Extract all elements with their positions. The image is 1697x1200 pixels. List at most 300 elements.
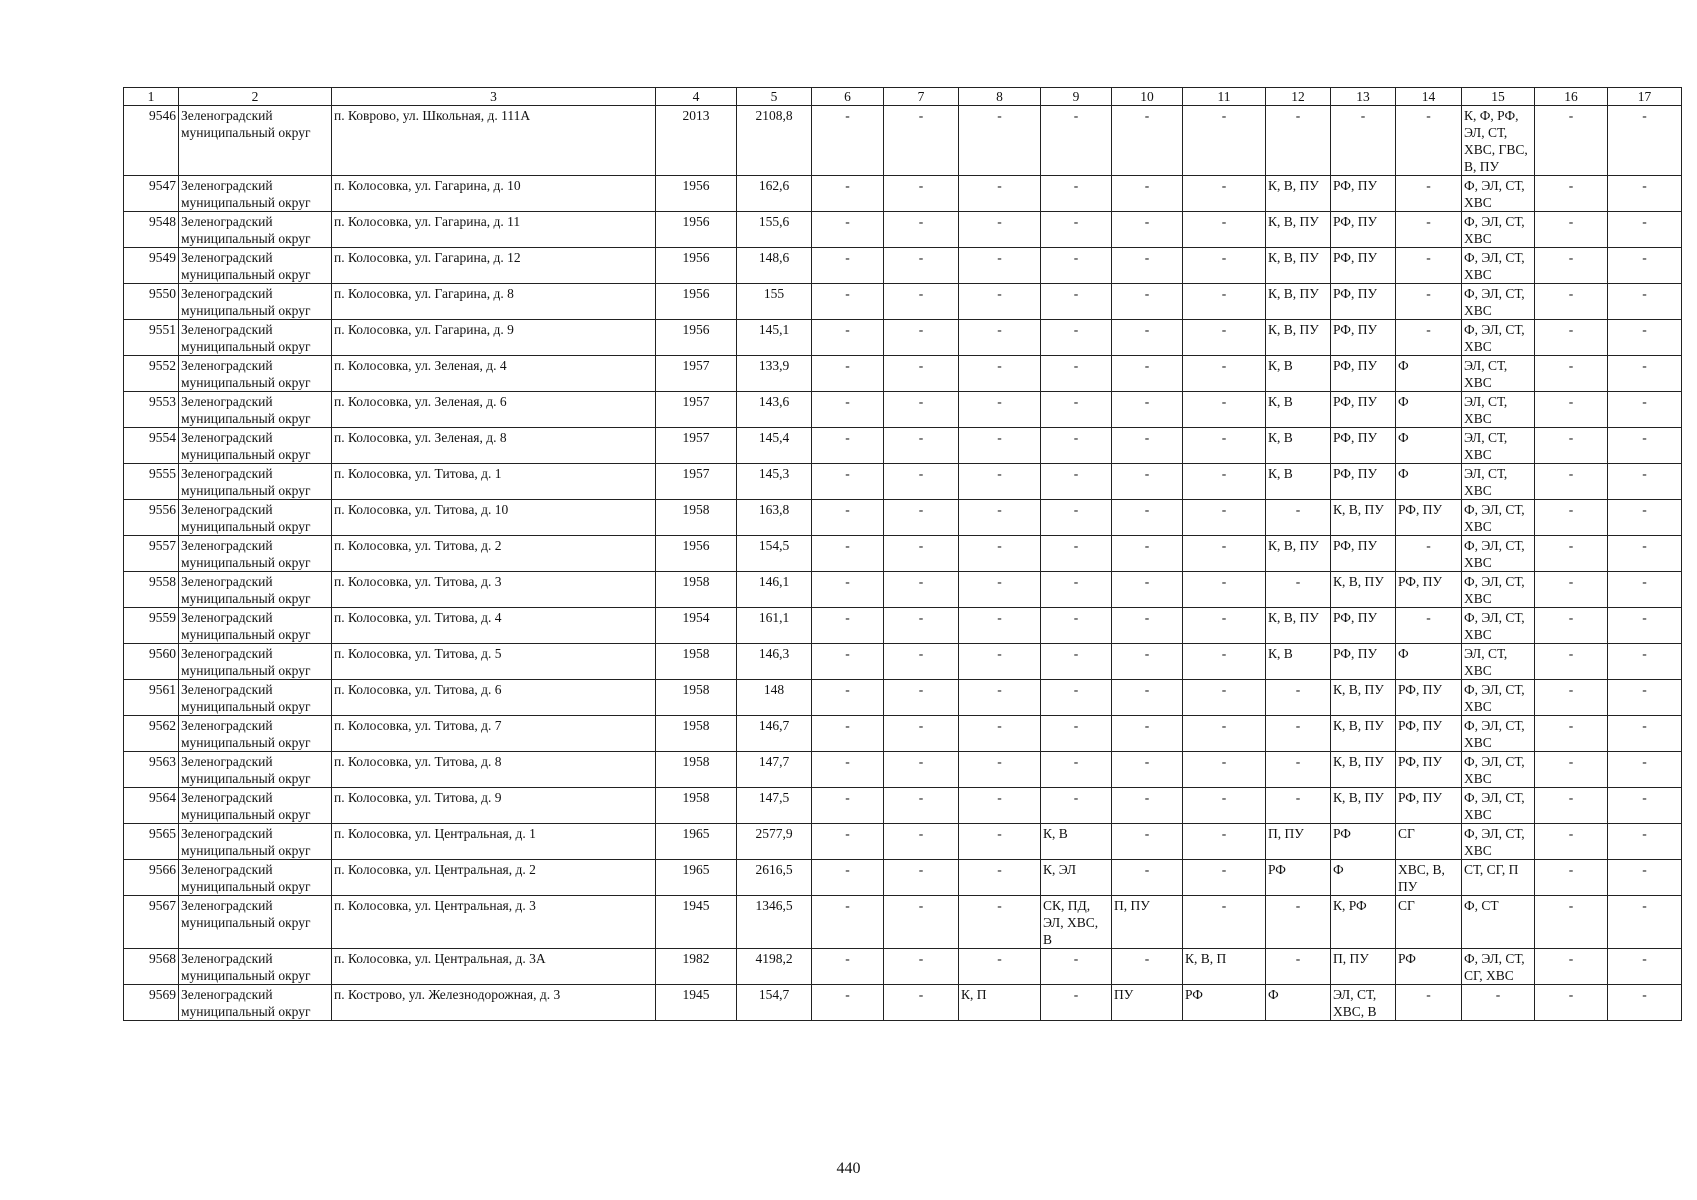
table-cell: 145,4 — [737, 428, 812, 464]
table-cell: - — [1535, 752, 1608, 788]
table-cell: - — [1041, 284, 1112, 320]
table-cell: - — [959, 320, 1041, 356]
table-cell: - — [1041, 985, 1112, 1021]
table-cell: Зеленоградский муниципальный округ — [179, 752, 332, 788]
table-row — [124, 212, 1682, 248]
table-cell: 133,9 — [737, 356, 812, 392]
table-row — [124, 176, 1682, 212]
table-cell: П, ПУ — [1266, 824, 1331, 860]
table-row — [124, 644, 1682, 680]
table-cell: РФ, ПУ — [1331, 428, 1396, 464]
table-cell: п. Колосовка, ул. Титова, д. 9 — [332, 788, 656, 824]
table-cell: Ф — [1396, 392, 1462, 428]
table-cell: 9550 — [124, 284, 179, 320]
table-row — [124, 985, 1682, 1021]
table-cell: РФ, ПУ — [1331, 176, 1396, 212]
table-cell: 162,6 — [737, 176, 812, 212]
table-cell: - — [884, 896, 959, 949]
table-cell: - — [1183, 860, 1266, 896]
table-cell: Зеленоградский муниципальный округ — [179, 248, 332, 284]
table-cell: РФ, ПУ — [1331, 284, 1396, 320]
table-row — [124, 320, 1682, 356]
table-cell: - — [884, 985, 959, 1021]
table-cell: - — [812, 320, 884, 356]
table-cell: 9568 — [124, 949, 179, 985]
table-cell: - — [1041, 752, 1112, 788]
table-cell: - — [1183, 680, 1266, 716]
table-cell: - — [1112, 536, 1183, 572]
table-cell: - — [812, 896, 884, 949]
table-cell: К, В, ПУ — [1331, 752, 1396, 788]
table-cell: - — [959, 752, 1041, 788]
table-cell: К, В, ПУ — [1266, 248, 1331, 284]
table-cell: СГ — [1396, 824, 1462, 860]
table-cell: Зеленоградский муниципальный округ — [179, 860, 332, 896]
table-cell: - — [1183, 176, 1266, 212]
table-row — [124, 392, 1682, 428]
table-cell: - — [959, 572, 1041, 608]
table-cell: - — [1535, 824, 1608, 860]
table-cell: РФ, ПУ — [1331, 464, 1396, 500]
table-cell: 9559 — [124, 608, 179, 644]
table-cell: - — [1041, 788, 1112, 824]
table-cell: СК, ПД, ЭЛ, ХВС, В — [1041, 896, 1112, 949]
table-cell: 1958 — [656, 644, 737, 680]
table-cell: п. Колосовка, ул. Титова, д. 10 — [332, 500, 656, 536]
table-cell: - — [884, 860, 959, 896]
table-cell: 1956 — [656, 248, 737, 284]
table-cell: Зеленоградский муниципальный округ — [179, 392, 332, 428]
table-cell: Зеленоградский муниципальный округ — [179, 536, 332, 572]
table-cell: - — [1535, 716, 1608, 752]
table-row — [124, 572, 1682, 608]
table-cell: Зеленоградский муниципальный округ — [179, 356, 332, 392]
table-cell: - — [1535, 176, 1608, 212]
table-cell: РФ, ПУ — [1396, 752, 1462, 788]
table-cell: - — [884, 716, 959, 752]
table-cell: - — [1183, 356, 1266, 392]
table-cell: 1957 — [656, 464, 737, 500]
table-row — [124, 536, 1682, 572]
table-cell: - — [1608, 392, 1682, 428]
table-cell: - — [1396, 608, 1462, 644]
table-cell: - — [1608, 788, 1682, 824]
column-header: 13 — [1331, 88, 1396, 106]
table-cell: - — [1608, 716, 1682, 752]
table-cell: 2013 — [656, 106, 737, 176]
table-cell: - — [1112, 464, 1183, 500]
table-cell: - — [1112, 212, 1183, 248]
table-cell: п. Колосовка, ул. Зеленая, д. 8 — [332, 428, 656, 464]
table-cell: К, В, ПУ — [1266, 212, 1331, 248]
table-cell: 1956 — [656, 212, 737, 248]
table-cell: - — [884, 572, 959, 608]
table-cell: РФ, ПУ — [1331, 320, 1396, 356]
table-cell: 9569 — [124, 985, 179, 1021]
table-cell: 9557 — [124, 536, 179, 572]
table-cell: П, ПУ — [1112, 896, 1183, 949]
table-cell: - — [1535, 500, 1608, 536]
table-cell: - — [812, 176, 884, 212]
table-cell: - — [812, 680, 884, 716]
table-cell: - — [1608, 536, 1682, 572]
table-cell: Зеленоградский муниципальный округ — [179, 608, 332, 644]
table-row — [124, 788, 1682, 824]
table-cell: Зеленоградский муниципальный округ — [179, 644, 332, 680]
table-cell: - — [884, 949, 959, 985]
table-cell: 9561 — [124, 680, 179, 716]
table-cell: п. Колосовка, ул. Зеленая, д. 4 — [332, 356, 656, 392]
table-cell: Зеленоградский муниципальный округ — [179, 716, 332, 752]
table-cell: 1945 — [656, 985, 737, 1021]
table-cell: п. Колосовка, ул. Гагарина, д. 11 — [332, 212, 656, 248]
table-cell: 9553 — [124, 392, 179, 428]
table-cell: - — [884, 464, 959, 500]
table-cell: 9567 — [124, 896, 179, 949]
table-cell: - — [812, 644, 884, 680]
table-cell: - — [812, 536, 884, 572]
table-cell: 146,1 — [737, 572, 812, 608]
column-header: 12 — [1266, 88, 1331, 106]
table-cell: - — [1112, 644, 1183, 680]
table-cell: - — [1112, 248, 1183, 284]
table-cell: - — [1535, 608, 1608, 644]
table-cell: - — [959, 284, 1041, 320]
table-cell: - — [1041, 536, 1112, 572]
table-cell: ХВС, В, ПУ — [1396, 860, 1462, 896]
table-cell: - — [1041, 176, 1112, 212]
table-cell: п. Колосовка, ул. Титова, д. 4 — [332, 608, 656, 644]
table-cell: Зеленоградский муниципальный округ — [179, 896, 332, 949]
table-cell: Ф, ЭЛ, СТ, ХВС — [1462, 572, 1535, 608]
table-cell: К, РФ — [1331, 896, 1396, 949]
table-cell: 1956 — [656, 536, 737, 572]
table-cell: Зеленоградский муниципальный округ — [179, 284, 332, 320]
table-cell: 145,1 — [737, 320, 812, 356]
table-cell: 146,7 — [737, 716, 812, 752]
table-row — [124, 608, 1682, 644]
table-cell: - — [1112, 320, 1183, 356]
table-cell: - — [1535, 949, 1608, 985]
table-cell: - — [1535, 860, 1608, 896]
table-cell: - — [884, 248, 959, 284]
table-cell: - — [1396, 176, 1462, 212]
table-cell: - — [959, 680, 1041, 716]
table-cell: - — [1183, 896, 1266, 949]
table-cell: 1958 — [656, 500, 737, 536]
table-cell: - — [959, 176, 1041, 212]
table-cell: К, В, ПУ — [1266, 536, 1331, 572]
table-cell: Ф — [1396, 356, 1462, 392]
table-cell: п. Колосовка, ул. Гагарина, д. 12 — [332, 248, 656, 284]
table-cell: 1958 — [656, 716, 737, 752]
table-row — [124, 896, 1682, 949]
table-row — [124, 464, 1682, 500]
table-cell: К, Ф, РФ, ЭЛ, СТ, ХВС, ГВС, В, ПУ — [1462, 106, 1535, 176]
table-cell: К, В, ПУ — [1266, 176, 1331, 212]
table-cell: - — [812, 608, 884, 644]
table-cell: Зеленоградский муниципальный округ — [179, 106, 332, 176]
table-cell: - — [1112, 392, 1183, 428]
table-cell: ЭЛ, СТ, ХВС — [1462, 392, 1535, 428]
table-row — [124, 428, 1682, 464]
table-cell: РФ, ПУ — [1331, 212, 1396, 248]
table-cell: РФ, ПУ — [1331, 608, 1396, 644]
table-row — [124, 949, 1682, 985]
table-cell: - — [1183, 644, 1266, 680]
table-cell: Ф — [1396, 644, 1462, 680]
column-header: 10 — [1112, 88, 1183, 106]
table-cell: К, В, ПУ — [1331, 788, 1396, 824]
table-cell: - — [1535, 572, 1608, 608]
table-cell: - — [1183, 428, 1266, 464]
table-cell: РФ, ПУ — [1331, 536, 1396, 572]
table-cell: СГ — [1396, 896, 1462, 949]
table-cell: - — [812, 212, 884, 248]
table-cell: 1958 — [656, 752, 737, 788]
table-cell: 146,3 — [737, 644, 812, 680]
table-cell: п. Колосовка, ул. Титова, д. 1 — [332, 464, 656, 500]
table-cell: - — [884, 284, 959, 320]
table-cell: РФ, ПУ — [1396, 572, 1462, 608]
housing-register-table — [123, 87, 1682, 1021]
table-cell: - — [1183, 824, 1266, 860]
table-cell: - — [1608, 464, 1682, 500]
table-cell: 148 — [737, 680, 812, 716]
table-cell: 1982 — [656, 949, 737, 985]
table-cell: - — [1608, 284, 1682, 320]
table-cell: - — [959, 392, 1041, 428]
table-cell: 1956 — [656, 284, 737, 320]
table-cell: Зеленоградский муниципальный округ — [179, 500, 332, 536]
table-cell: - — [959, 824, 1041, 860]
column-header: 5 — [737, 88, 812, 106]
table-cell: - — [1183, 500, 1266, 536]
table-cell: - — [1535, 428, 1608, 464]
table-cell: РФ — [1183, 985, 1266, 1021]
table-cell: - — [1608, 212, 1682, 248]
table-cell: Ф, ЭЛ, СТ, ХВС — [1462, 320, 1535, 356]
table-cell: ЭЛ, СТ, ХВС, В — [1331, 985, 1396, 1021]
table-cell: - — [1112, 608, 1183, 644]
table-cell: 1958 — [656, 572, 737, 608]
table-cell: - — [1608, 176, 1682, 212]
table-cell: 1957 — [656, 392, 737, 428]
table-cell: 9562 — [124, 716, 179, 752]
table-cell: - — [1608, 500, 1682, 536]
table-cell: - — [1608, 106, 1682, 176]
table-cell: 9551 — [124, 320, 179, 356]
table-cell: К, ЭЛ — [1041, 860, 1112, 896]
table-cell: - — [884, 320, 959, 356]
table-cell: - — [1183, 284, 1266, 320]
table-cell: РФ, ПУ — [1331, 644, 1396, 680]
table-cell: РФ, ПУ — [1331, 392, 1396, 428]
table-cell: - — [1041, 392, 1112, 428]
table-cell: Ф, ЭЛ, СТ, ХВС — [1462, 608, 1535, 644]
table-cell: - — [1041, 320, 1112, 356]
table-cell: РФ, ПУ — [1396, 788, 1462, 824]
table-cell: - — [1266, 680, 1331, 716]
table-cell: Ф, ЭЛ, СТ, ХВС — [1462, 824, 1535, 860]
table-cell: - — [1041, 680, 1112, 716]
table-row — [124, 752, 1682, 788]
table-cell: - — [812, 500, 884, 536]
table-cell: - — [959, 896, 1041, 949]
table-cell: - — [1183, 464, 1266, 500]
table-cell: - — [812, 356, 884, 392]
table-cell: - — [1041, 949, 1112, 985]
table-cell: - — [1535, 392, 1608, 428]
table-cell: - — [1266, 572, 1331, 608]
table-row — [124, 356, 1682, 392]
table-cell: 4198,2 — [737, 949, 812, 985]
table-cell: 143,6 — [737, 392, 812, 428]
table-cell: Ф, СТ — [1462, 896, 1535, 949]
table-cell: - — [1112, 824, 1183, 860]
table-cell: - — [1608, 680, 1682, 716]
column-header: 2 — [179, 88, 332, 106]
table-cell: - — [1535, 536, 1608, 572]
table-cell: - — [1041, 356, 1112, 392]
table-cell: К, В, ПУ — [1266, 284, 1331, 320]
table-cell: 147,7 — [737, 752, 812, 788]
table-row — [124, 680, 1682, 716]
table-cell: - — [1608, 428, 1682, 464]
table-cell: - — [1041, 212, 1112, 248]
table-cell: - — [959, 356, 1041, 392]
table-cell: 161,1 — [737, 608, 812, 644]
table-cell: ЭЛ, СТ, ХВС — [1462, 464, 1535, 500]
table-cell: - — [1396, 536, 1462, 572]
table-cell: Ф, ЭЛ, СТ, ХВС — [1462, 212, 1535, 248]
table-cell: - — [884, 356, 959, 392]
table-cell: - — [1183, 248, 1266, 284]
table-cell: - — [959, 212, 1041, 248]
table-cell: - — [1266, 788, 1331, 824]
table-cell: - — [1266, 896, 1331, 949]
table-cell: К, В, ПУ — [1331, 716, 1396, 752]
table-cell: п. Колосовка, ул. Зеленая, д. 6 — [332, 392, 656, 428]
table-cell: 1958 — [656, 680, 737, 716]
table-cell: - — [1112, 176, 1183, 212]
table-cell: - — [1266, 752, 1331, 788]
table-cell: К, В — [1266, 392, 1331, 428]
table-cell: - — [1112, 356, 1183, 392]
table-cell: - — [1112, 680, 1183, 716]
table-cell: - — [1535, 106, 1608, 176]
table-cell: РФ, ПУ — [1396, 680, 1462, 716]
table-cell: РФ, ПУ — [1396, 716, 1462, 752]
table-cell: Ф, ЭЛ, СТ, ХВС — [1462, 680, 1535, 716]
table-cell: - — [1535, 985, 1608, 1021]
table-cell: - — [1608, 608, 1682, 644]
table-cell: - — [884, 680, 959, 716]
column-header: 7 — [884, 88, 959, 106]
table-cell: - — [1112, 106, 1183, 176]
table-cell: - — [812, 572, 884, 608]
table-cell: 2108,8 — [737, 106, 812, 176]
table-cell: - — [812, 392, 884, 428]
table-cell: 9565 — [124, 824, 179, 860]
table-cell: К, В, ПУ — [1266, 320, 1331, 356]
table-cell: п. Колосовка, ул. Центральная, д. 3 — [332, 896, 656, 949]
table-cell: 1958 — [656, 788, 737, 824]
table-cell: ЭЛ, СТ, ХВС — [1462, 356, 1535, 392]
table-cell: - — [959, 788, 1041, 824]
table-cell: - — [1041, 608, 1112, 644]
column-header: 16 — [1535, 88, 1608, 106]
table-cell: - — [1535, 680, 1608, 716]
table-cell: - — [1396, 320, 1462, 356]
table-cell: 9556 — [124, 500, 179, 536]
table-cell: ЭЛ, СТ, ХВС — [1462, 428, 1535, 464]
table-cell: - — [1183, 106, 1266, 176]
column-header: 9 — [1041, 88, 1112, 106]
column-header: 14 — [1396, 88, 1462, 106]
table-cell: - — [959, 428, 1041, 464]
table-cell: Ф, ЭЛ, СТ, ХВС — [1462, 500, 1535, 536]
table-cell: 1956 — [656, 176, 737, 212]
table-cell: 1957 — [656, 356, 737, 392]
table-cell: СТ, СГ, П — [1462, 860, 1535, 896]
table-cell: - — [1535, 356, 1608, 392]
table-cell: - — [1608, 356, 1682, 392]
table-cell: - — [1396, 212, 1462, 248]
table-cell: - — [1183, 788, 1266, 824]
table-cell: К, В — [1266, 644, 1331, 680]
table-cell: - — [1041, 572, 1112, 608]
table-cell: - — [1183, 536, 1266, 572]
table-cell: - — [812, 428, 884, 464]
table-cell: - — [959, 644, 1041, 680]
table-cell: - — [1112, 572, 1183, 608]
table-cell: - — [1608, 320, 1682, 356]
table-cell: - — [1535, 896, 1608, 949]
table-cell: Зеленоградский муниципальный округ — [179, 949, 332, 985]
table-cell: Ф — [1266, 985, 1331, 1021]
table-cell: - — [812, 788, 884, 824]
table-cell: - — [1266, 500, 1331, 536]
table-cell: - — [1535, 464, 1608, 500]
table-cell: 1965 — [656, 824, 737, 860]
table-cell: п. Колосовка, ул. Титова, д. 7 — [332, 716, 656, 752]
table-cell: п. Колосовка, ул. Титова, д. 2 — [332, 536, 656, 572]
table-cell: Зеленоградский муниципальный округ — [179, 464, 332, 500]
table-cell: 1956 — [656, 320, 737, 356]
table-cell: - — [1396, 248, 1462, 284]
table-cell: - — [1535, 212, 1608, 248]
table-cell: - — [1183, 320, 1266, 356]
table-cell: Ф, ЭЛ, СТ, ХВС — [1462, 788, 1535, 824]
table-cell: п. Колосовка, ул. Гагарина, д. 10 — [332, 176, 656, 212]
table-cell: - — [884, 644, 959, 680]
table-cell: - — [884, 608, 959, 644]
table-cell: - — [1462, 985, 1535, 1021]
table-cell: - — [884, 212, 959, 248]
table-row — [124, 500, 1682, 536]
table-cell: Ф, ЭЛ, СТ, СГ, ХВС — [1462, 949, 1535, 985]
table-cell: Ф, ЭЛ, СТ, ХВС — [1462, 536, 1535, 572]
table-cell: - — [812, 985, 884, 1021]
table-cell: - — [884, 536, 959, 572]
table-cell: 9549 — [124, 248, 179, 284]
table-cell: К, В, ПУ — [1331, 500, 1396, 536]
table-cell: - — [1608, 860, 1682, 896]
table-cell: - — [1608, 949, 1682, 985]
table-cell: - — [959, 106, 1041, 176]
table-cell: - — [1183, 716, 1266, 752]
